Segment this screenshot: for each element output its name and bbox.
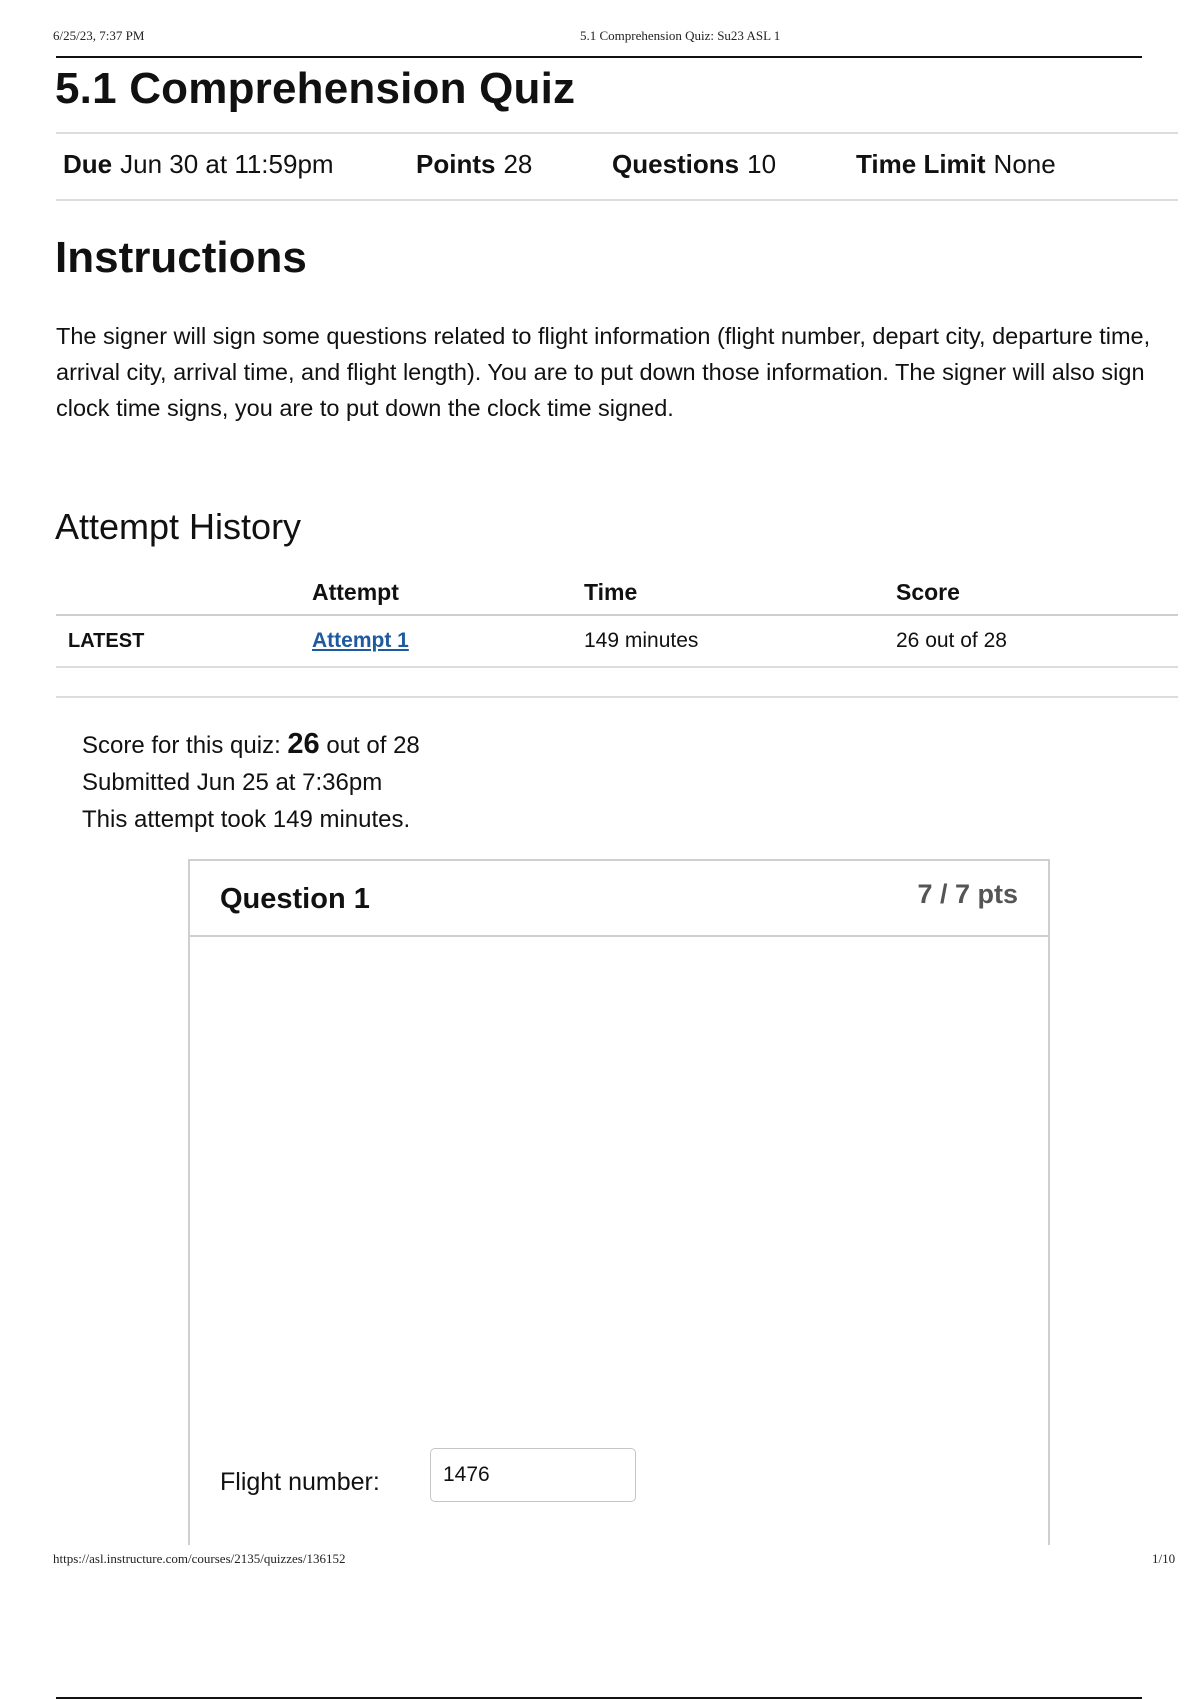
- print-page-number: 1/10: [1152, 1551, 1176, 1566]
- meta-time-limit: [856, 149, 1056, 180]
- meta-questions-label: Questions: [612, 149, 740, 179]
- flight-number-label: Flight number:: [220, 1468, 380, 1496]
- meta-divider-top: [56, 132, 1178, 134]
- attempt-score: 26 out of 28: [896, 615, 1178, 667]
- meta-points-label: Points: [416, 149, 496, 179]
- instructions-heading: Instructions: [55, 233, 307, 282]
- meta-time-limit-label: Time Limit: [856, 149, 986, 179]
- submitted-line: Submitted Jun 25 at 7:36pm: [82, 769, 383, 796]
- attempt-history-heading: Attempt History: [55, 506, 302, 547]
- column-header-time: Time: [584, 570, 896, 615]
- question-header: [190, 861, 1048, 937]
- meta-due-value: Jun 30 at 11:59pm: [120, 149, 334, 179]
- score-prefix: Score for this quiz:: [82, 732, 281, 759]
- print-date: 6/25/23, 7:37 PM: [53, 28, 145, 43]
- flight-number-input[interactable]: [430, 1448, 636, 1502]
- column-header-attempt: Attempt: [312, 570, 584, 615]
- meta-questions-value: 10: [747, 149, 777, 179]
- question-card: [188, 859, 1050, 1545]
- question-points: 7 / 7 pts: [917, 879, 1018, 909]
- question-title: Question 1: [220, 883, 370, 915]
- print-url: https://asl.instructure.com/courses/2135/quizzes/136152: [53, 1551, 346, 1566]
- footer-divider: [56, 1697, 1142, 1699]
- quiz-title: 5.1 Comprehension Quiz: [55, 64, 576, 113]
- attempt-link[interactable]: Attempt 1: [312, 629, 409, 652]
- meta-divider-bottom: [56, 199, 1178, 201]
- score-summary: [82, 726, 420, 838]
- meta-points: [416, 149, 532, 180]
- table-row: [56, 615, 1178, 667]
- meta-time-limit-value: None: [993, 149, 1056, 179]
- instructions-text: The signer will sign some questions related to flight information (flight number, depart city, departure time, arrival city, arrival time, and flight length). You are to put down those information. The signer will also sign clock time signs, you are to put down the clock time signed.: [56, 323, 1151, 421]
- question-video-area: [190, 937, 1048, 1457]
- meta-questions: [612, 149, 776, 180]
- column-header-score: Score: [896, 570, 1178, 615]
- attempt-time: 149 minutes: [584, 615, 896, 667]
- score-line: [82, 726, 420, 764]
- score-suffix: out of 28: [326, 732, 420, 759]
- duration-line: This attempt took 149 minutes.: [82, 806, 411, 833]
- summary-divider: [56, 696, 1178, 698]
- print-page-title: 5.1 Comprehension Quiz: Su23 ASL 1: [580, 28, 781, 43]
- meta-due-label: Due: [63, 149, 113, 179]
- column-header-status: [56, 570, 312, 615]
- attempt-history-table: [56, 570, 1178, 668]
- header-divider: [56, 56, 1142, 58]
- meta-due: [63, 149, 334, 180]
- meta-points-value: 28: [503, 149, 533, 179]
- table-header-row: [56, 570, 1178, 615]
- attempt-status: LATEST: [56, 615, 312, 667]
- score-value: 26: [287, 728, 320, 760]
